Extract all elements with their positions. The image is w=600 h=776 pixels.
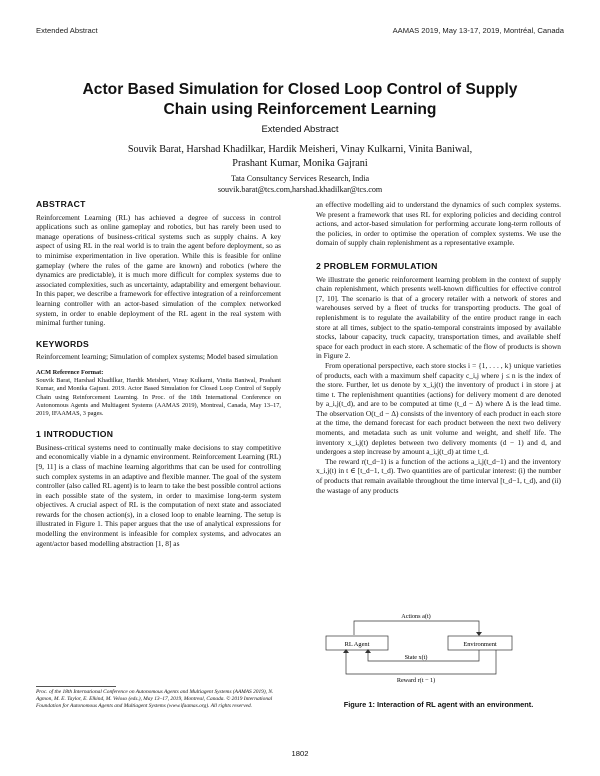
problem-paragraph-2: From operational perspective, each store stocks i = {1, . . . , k} unique varieties of products, each with a maximum shelf capacity c_i,j where j ≤ n is the index of the store. Further, let us denote by x_i,j(t) the inventory of product i in store j at time t. The replenishment quantities (actions) for delivery moment d are denoted by a_i,j(t_d), and are to be computed at time (t_d − Δ) where Δ is the lead time. The observation O(t_d − Δ) consists of the inventory of each product in each store at the time, the demand forecast for each product between the next two delivery moments, and metadata such as unit volume and weight, and shelf life. The inventory x_i,j(t) depletes between two delivery moments (d − 1) and d, and undergoes a step increase by amount a_i,j(t_d) at time t_d. xyxy=(316,360,561,457)
paper-title xyxy=(40,80,560,120)
author-line-1: Souvik Barat, Harshad Khadilkar, Hardik Meisheri, Vinay Kulkarni, Vinita Baniwal, xyxy=(127,144,473,155)
figure-1 xyxy=(316,606,561,686)
problem-paragraph-1: We illustrate the generic reinforcement learning problem in the context of supply chain replenishment, which presents well-known difficulties for effective control [7, 10]. The scenario is that of a grocery retailer with a network of stores and warehouses served by a fleet of trucks for transporting products. The goal of replenishment is to regulate the availability of the entire product range in each store at all times, subject to the spatio-temporal constraints imposed by available stocks, labour capacity, truck capacity, transportation times, and available shelf space for each product in each store. A schematic of the flow of products is shown in Figure 2. xyxy=(316,274,561,361)
rl-agent-label: RL Agent xyxy=(344,641,370,648)
acm-reference-text: Souvik Barat, Harshad Khadilkar, Hardik Meisheri, Vinay Kulkarni, Vinita Baniwal, Prashant Kumar, and Monika Gajrani. 2019. Actor Based Simulation for Closed Loop Control of Supply Chain using Reinforcement Learning. In Proc. of the 18th International Conference on Autonomous Agents and Multiagent Systems (AAMAS 2019), Montreal, Canada, May 13–17, 2019, IFAAMAS, 3 pages. xyxy=(36,377,281,417)
footnote-block xyxy=(36,686,281,711)
abstract-body xyxy=(36,213,281,328)
footnote-rule xyxy=(36,686,116,687)
environment-label: Environment xyxy=(463,641,497,648)
introduction-body xyxy=(36,443,281,549)
author-list xyxy=(60,143,540,171)
running-header-right: AAMAS 2019, May 13-17, 2019, Montréal, Canada xyxy=(392,26,564,35)
affiliation-org: Tata Consultancy Services Research, India xyxy=(230,174,370,183)
actions-arrow-head xyxy=(476,632,482,636)
introduction-heading: 1 INTRODUCTION xyxy=(36,429,114,440)
footnote-text: Proc. of the 18th International Conference on Autonomous Agents and Multiagent Systems (AAMAS 2019), N. Agmon, M. E. Taylor, E. Elkind, M. Veloso (eds.), May 13–17, 2019, Montreal, Canada. © 2019 International Foundation for Autonomous Agents and Multiagent Systems (www.ifaamas.org). All rights reserved. xyxy=(36,689,274,710)
intro-continued xyxy=(316,200,561,248)
affiliation xyxy=(0,173,600,195)
introduction-text: Business-critical systems need to continually make decisions to stay competitive and economically viable in a dynamic environment. Reinforcement Learning (RL) [9, 11] is a class of machine learning algorithms that can be used for controlling such complex systems in an adaptive and flexible manner. The goal of the system controller (also called RL agent) is to learn to take the best possible control actions in each possible state of the system, in order to maximise long-term system objectives. A crucial aspect of RL is the computation of next state and associated rewards for the chosen action(s), in a closed loop to enable learning. The setup is illustrated in Figure 1. This paper argues that the use of analytical expressions for modelling the environment is infeasible for complex systems, and advocates an agent/actor based modelling abstraction [1, 8] as xyxy=(36,442,281,548)
acm-reference xyxy=(36,369,281,418)
affiliation-email: souvik.barat@tcs.com,harshad.khadilkar@tcs.com xyxy=(217,185,383,194)
abstract-heading: ABSTRACT xyxy=(36,199,86,209)
problem-heading: 2 PROBLEM FORMULATION xyxy=(316,260,438,271)
actions-label: Actions a(t) xyxy=(401,613,431,620)
abstract-text: Reinforcement Learning (RL) has achieved a degree of success in control applications such as online gameplay and robotics, but has rarely been used to manage operations of business-critical systems such as supply chains. A key aspect of using RL in the real world is to train the agent before deployment, so as to minimise experimentation in live operation. While this is feasible for online gameplay (where the rules of the game are known) and robotics (where the dynamics are predictable), it is much more difficult for complex systems due to associated complexities, such as uncertainty, adaptability and emergent behaviour. In this paper, we describe a framework for effective integration of a reinforcement learning controller with an actor-based simulation of the complex networked system, in order to enable deployment of the RL agent in the real system with minimal further tuning. xyxy=(36,212,281,328)
paper-title-line-1: Actor Based Simulation for Closed Loop Control of Supply xyxy=(82,81,518,98)
reward-label: Reward r(t − 1) xyxy=(396,677,436,684)
problem-body xyxy=(316,275,561,496)
keywords-text: Reinforcement learning; Simulation of complex systems; Model based simulation xyxy=(36,352,278,362)
right-column xyxy=(316,200,561,495)
state-label: State x(t) xyxy=(404,654,428,661)
acm-reference-heading: ACM Reference Format: xyxy=(36,368,104,376)
page-number: 1802 xyxy=(291,749,309,758)
actions-arrow-line xyxy=(354,621,479,635)
figure-1-diagram xyxy=(316,606,561,686)
author-line-2: Prashant Kumar, Monika Gajrani xyxy=(232,158,368,169)
running-header-left: Extended Abstract xyxy=(36,26,98,35)
intro-continued-text: an effective modelling aid to understand the dynamics of such complex systems. We present a framework that uses RL for exploring policies and deciding control actions, and actor-based simulation for performing accurate long-term rollouts of the policies, in order to optimise the operation of complex systems. We use the domain of supply chain replenishment as a representative example. xyxy=(316,200,561,248)
keywords-body xyxy=(36,352,281,362)
keywords-heading: KEYWORDS xyxy=(36,338,90,349)
figure-1-caption: Figure 1: Interaction of RL agent with an environment. xyxy=(343,700,534,709)
paper-subtitle: Extended Abstract xyxy=(261,124,339,135)
problem-paragraph-3: The reward r(t_d−1) is a function of the actions a_i,j(t_d−1) and the inventory x_i,j(t) in t ∈ [t_d−1, t_d). Two quantities are of particular interest: (i) the number of products that remain available throughout the time interval [t_d−1, t_d), and (ii) the wastage of any products xyxy=(316,456,561,495)
left-column xyxy=(36,200,281,548)
paper-title-line-2: Chain using Reinforcement Learning xyxy=(163,101,437,118)
